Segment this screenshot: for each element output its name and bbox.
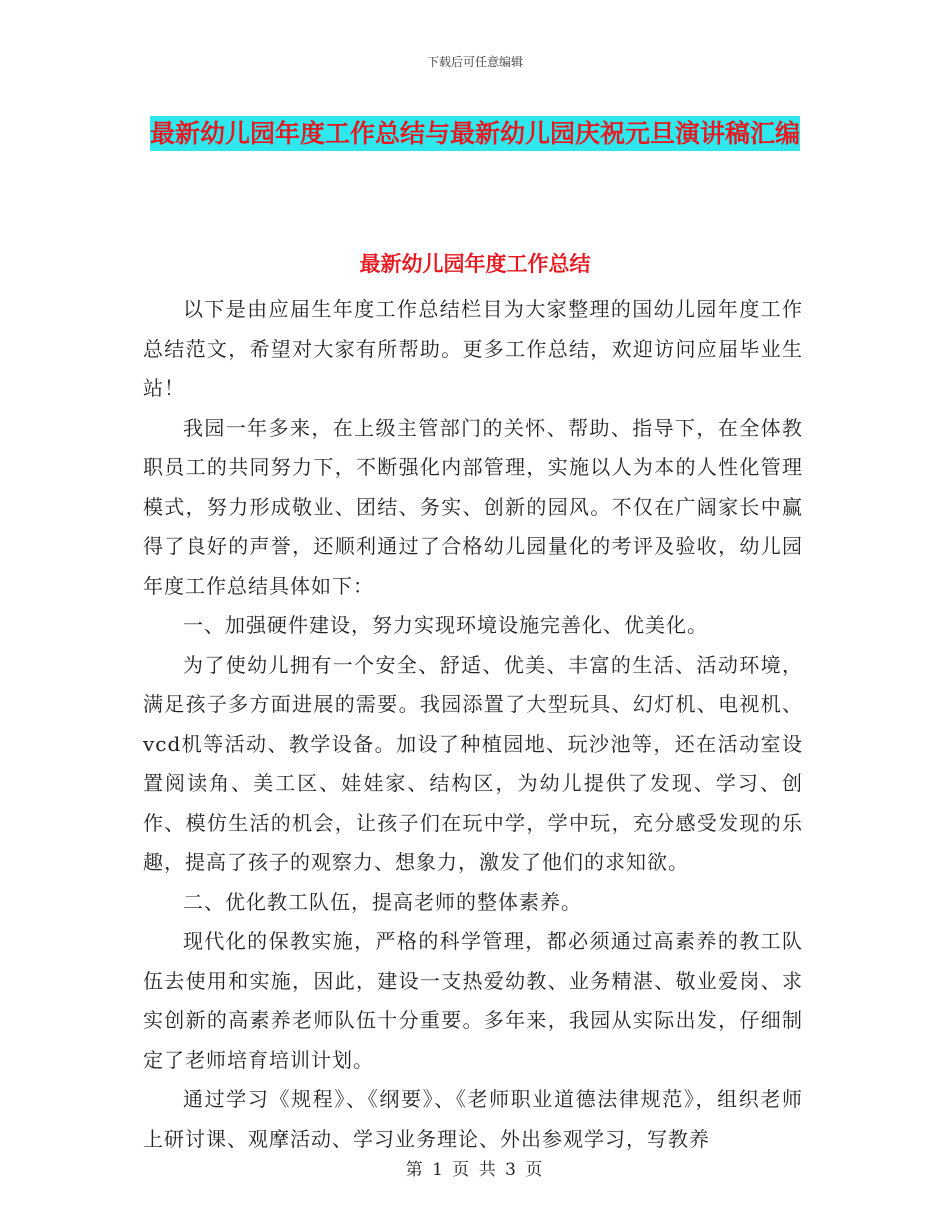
- header-note: 下载后可任意编辑: [426, 55, 523, 69]
- body-paragraph: 为了使幼儿拥有一个安全、舒适、优美、丰富的生活、活动环境，满足孩子多方面进展的需要。我园添置了大型玩具、幻灯机、电视机、vcd机等活动、教学设备。加设了种植园地、玩沙池等，还在活动室设置阅读角、美工区、娃娃家、结构区，为幼儿提供了发现、学习、创作、模仿生活的机会，让孩子们在玩中学，学中玩，充分感受发现的乐趣，提高了孩子的观察力、想象力，激发了他们的求知欲。: [143, 652, 803, 874]
- document-title-text: 最新幼儿园年度工作总结与最新幼儿园庆祝元旦演讲稿汇编: [150, 116, 800, 151]
- body-paragraph: 以下是由应届生年度工作总结栏目为大家整理的国幼儿园年度工作总结范文，希望对大家有所帮助。更多工作总结，欢迎访问应届毕业生站！: [143, 297, 803, 400]
- page-number: 第 1 页 共 3 页: [405, 1160, 545, 1180]
- document-title: [140, 110, 810, 158]
- section-heading-2: 二、优化教工队伍，提高老师的整体素养。: [183, 889, 582, 914]
- body-paragraph: 通过学习《规程》、《纲要》、《老师职业道德法律规范》，组织老师上研讨课、观摩活动、学习业务理论、外出参观学习，写教养: [143, 1087, 803, 1151]
- section-title: 最新幼儿园年度工作总结: [359, 252, 591, 276]
- section-heading-1: 一、加强硬件建设，努力实现环境设施完善化、优美化。: [183, 613, 708, 637]
- body-paragraph: 现代化的保教实施，严格的科学管理，都必须通过高素养的教工队伍去使用和实施，因此，建设一支热爱幼教、业务精湛、敬业爱岗、求实创新的高素养老师队伍十分重要。多年来，我园从实际出发，仔细制定了老师培育培训计划。: [143, 929, 803, 1072]
- body-paragraph: 我园一年多来，在上级主管部门的关怀、帮助、指导下，在全体教职员工的共同努力下，不断强化内部管理，实施以人为本的人性化管理模式，努力形成敬业、团结、务实、创新的园风。不仅在广阔家长中赢得了良好的声誉，还顺利通过了合格幼儿园量化的考评及验收，幼儿园年度工作总结具体如下：: [143, 415, 803, 598]
- document-body: [143, 290, 803, 1159]
